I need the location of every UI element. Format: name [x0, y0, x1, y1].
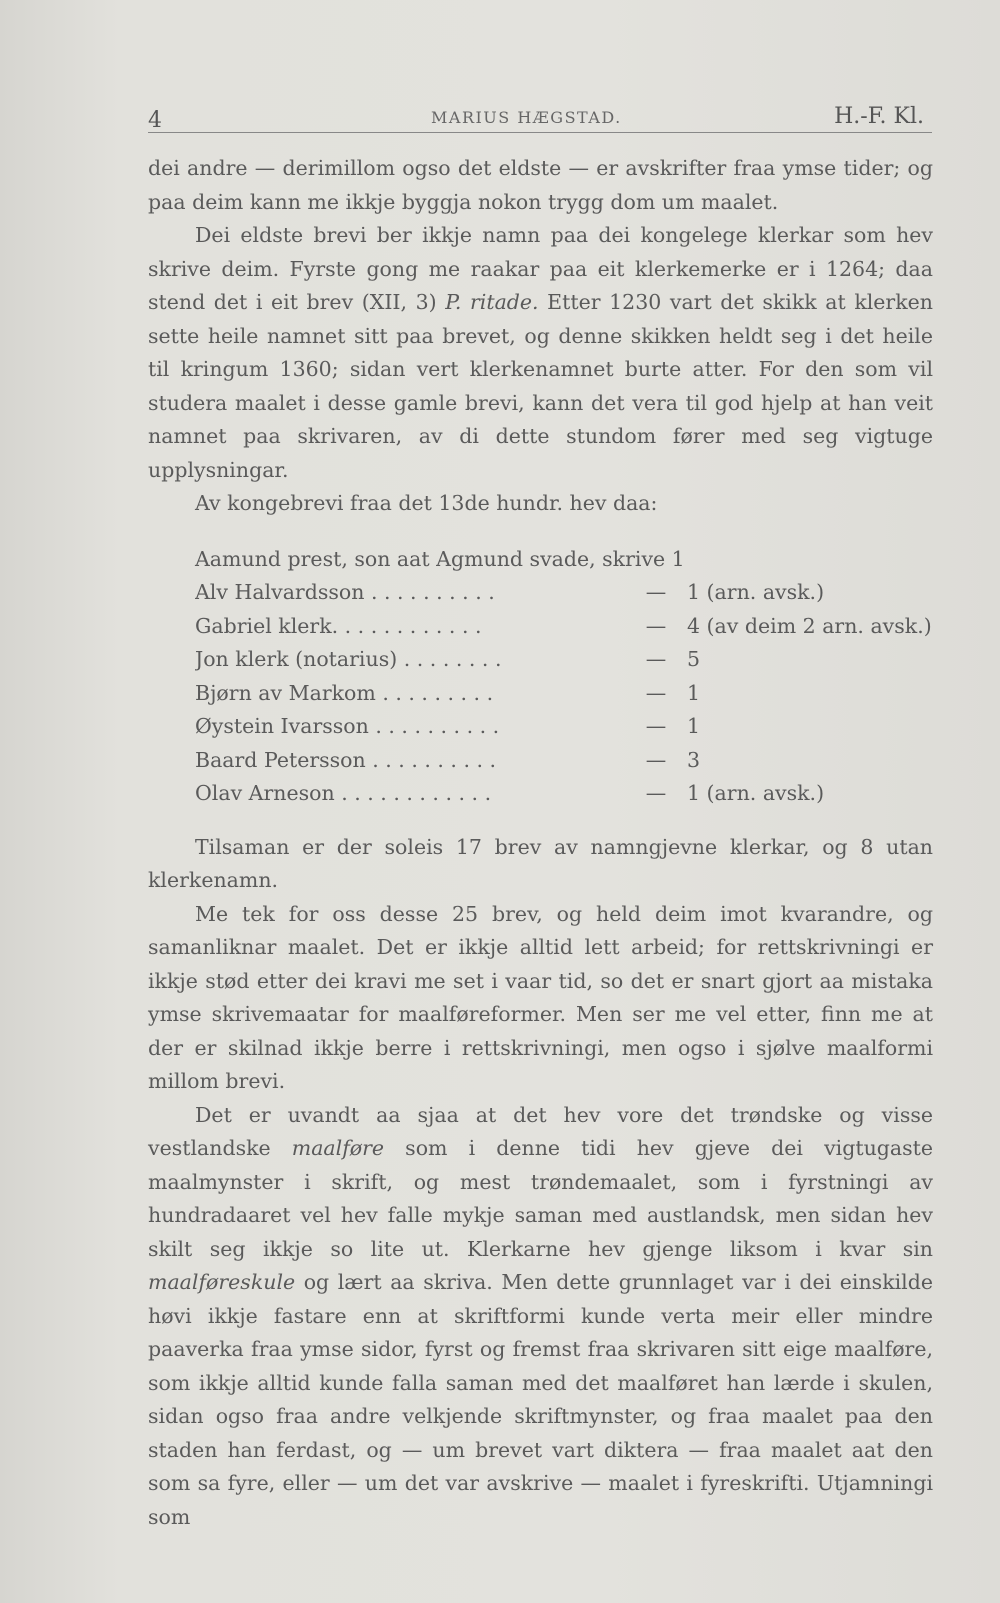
- ditto-dash: —: [645, 781, 667, 805]
- list-item: [195, 610, 933, 644]
- running-author: MARIUS HÆGSTAD.: [431, 108, 622, 127]
- list-item-first: Aamund prest, son aat Agmund svade, skrive 1: [195, 546, 685, 571]
- ditto-dash: —: [645, 580, 667, 604]
- paragraph-4: Tilsaman er der soleis 17 brev av namngjevne klerkar, og 8 utan klerkenamn.: [148, 834, 933, 892]
- clerk-name: Jon klerk (notarius) . . . . . . . .: [195, 647, 502, 671]
- list-item: [195, 744, 933, 778]
- paragraph-6-text-c: og lært aa skriva. Men dette grunnlaget var i dei einskilde høvi ikkje fastare enn at skriftformi kunde verta meir eller mindre paaverka fraa ymse sidor, fyrst og fremst fraa skrivaren sitt eige maalføre, som ikkje alltid kunde falla saman med det maalføret han lærde i skulen, sidan ogso fraa andre velkjende skriftmynster, og fraa maalet paa den staden han ferdast, og — um brevet vart diktera — fraa maalet aat den som sa fyre, eller — um det var avskrive — maalet i fyreskrifti. Utjamningi som: [148, 1270, 933, 1529]
- clerk-name: Gabriel klerk. . . . . . . . . . . .: [195, 613, 482, 638]
- paragraph-5: Me tek for oss desse 25 brev, og held deim imot kvarandre, og samanliknar maalet. Det er ikkje alltid lett arbeid; for rettskrivningi er ikkje stød etter dei kravi me set i vaar tid, so det er snart gjort aa mistaka ymse skrivemaatar for maalføreformer. Men ser me vel etter, finn me at der er skilnad ikkje berre i rettskrivningi, men ogso i sjølve maalformi millom brevi.: [148, 901, 933, 1093]
- ditto-dash: —: [645, 714, 667, 738]
- paragraph-1: dei andre — derimillom ogso det eldste — er avskrifter fraa ymse tider; og paa deim kann me ikkje byggja nokon trygg dom um maalet.: [148, 156, 933, 214]
- paragraph-6-emphasis-2: maalføreskule: [148, 1270, 296, 1294]
- ditto-dash: —: [645, 747, 667, 772]
- list-item: [195, 677, 933, 711]
- running-header: [148, 98, 932, 133]
- paragraph-6-text-b: som i denne tidi hev gjeve dei vigtugaste maalmynster i skrift, og mest trøndemaalet, som i fyrstningi av hundradaaret vel hev falle mykje saman med austlandsk, men sidan hev skilt seg ikkje so lite ut. Klerkarne hev gjenge liksom i kvar sin: [148, 1136, 934, 1261]
- letter-count: 5: [687, 647, 701, 671]
- paragraph-3: Av kongebrevi fraa det 13de hundr. hev daa:: [195, 491, 658, 515]
- paragraph-2-text-a: Dei eldste brevi ber ikkje namn paa dei kongelege klerkar som hev skrive deim. Fyrste gong me raakar paa eit klerkemerke er i 1264; daa stend det i eit brev (XII, 3): [148, 223, 933, 314]
- ditto-dash: —: [645, 647, 667, 671]
- clerk-name: Bjørn av Markom . . . . . . . . .: [195, 680, 494, 705]
- letter-count: 1: [687, 680, 701, 705]
- clerk-name: Baard Petersson . . . . . . . . . .: [195, 747, 497, 772]
- letter-count: 3: [687, 747, 701, 772]
- letter-count: 1 (arn. avsk.): [687, 781, 825, 805]
- clerk-name: Øystein Ivarsson . . . . . . . . . .: [195, 714, 500, 738]
- paragraph-2-reference: P. ritade.: [445, 290, 539, 314]
- ditto-dash: —: [645, 680, 667, 705]
- clerk-name: Olav Arneson . . . . . . . . . . . .: [195, 781, 492, 805]
- paragraph-2-text-b: Etter 1230 vart det skikk at klerken sette heile namnet sitt paa brevet, og denne skikken heldt seg i det heile til kringum 1360; sidan vert klerkenamnet burte atter. For den som vil studera maalet i desse gamle brevi, kann det vera til god hjelp at han veit namnet paa skrivaren, av di dette stundom fører med seg vigtuge upplysningar.: [148, 290, 933, 482]
- body-text: [148, 152, 933, 1534]
- list-item: [195, 576, 933, 610]
- clerk-list: [195, 543, 933, 811]
- letter-count: 4 (av deim 2 arn. avsk.): [687, 613, 932, 638]
- paragraph-6: [148, 1099, 933, 1535]
- list-item: [195, 643, 933, 677]
- page-number: 4: [148, 108, 162, 133]
- list-item: [195, 710, 933, 744]
- paragraph-6-text-a: Det er uvandt aa sjaa at det hev vore det trøndske og visse vestlandske: [148, 1102, 933, 1160]
- list-item: [195, 543, 933, 577]
- list-item: [195, 777, 933, 811]
- letter-count: 1: [687, 714, 701, 738]
- paragraph-6-emphasis-1: maalføre: [291, 1136, 385, 1160]
- letter-count: 1 (arn. avsk.): [687, 580, 825, 604]
- ditto-dash: —: [645, 613, 667, 638]
- paragraph-2: [148, 219, 933, 487]
- running-series: H.-F. Kl.: [834, 104, 924, 129]
- clerk-name: Alv Halvardsson . . . . . . . . . .: [195, 580, 495, 604]
